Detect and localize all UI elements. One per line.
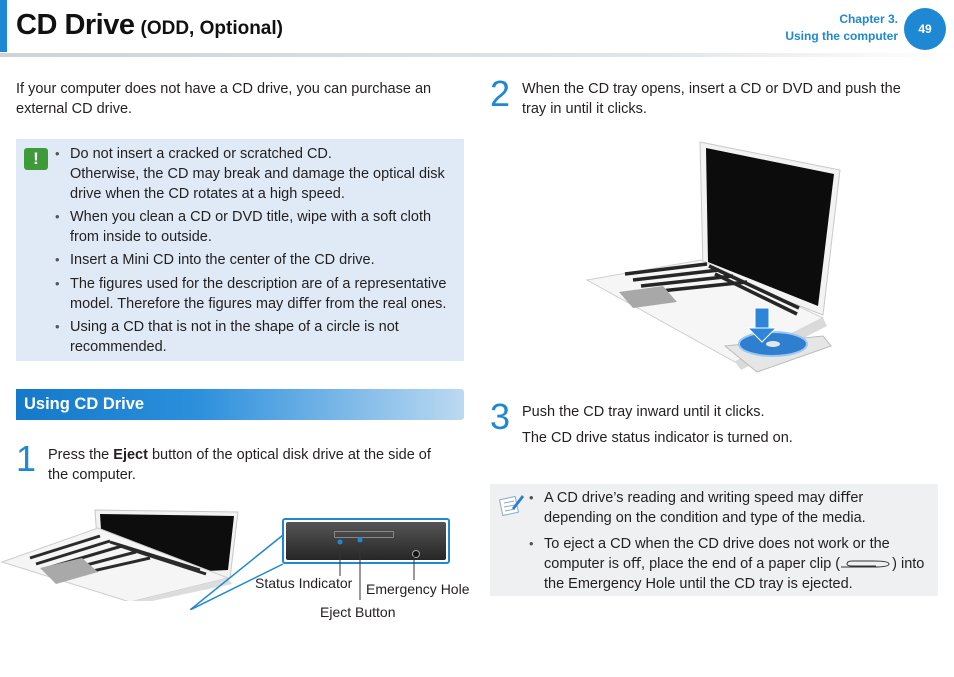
step-1-line-2: the computer. bbox=[48, 467, 136, 483]
callout-emergency-hole: Emergency Hole bbox=[366, 581, 470, 597]
note-item-2-line-3: the Emergency Hole until the CD tray is ejected. bbox=[544, 576, 853, 592]
caution-item-4-line-1: • The ﬁgures used for the description are of a representative bbox=[70, 276, 447, 292]
step-1-line-1 bbox=[48, 445, 463, 465]
step-3-line-1: Push the CD tray inward until it clicks. bbox=[522, 404, 765, 420]
page-title bbox=[16, 9, 283, 42]
step-1-text-after: button of the optical disk drive at the side of bbox=[147, 447, 431, 463]
caution-item-5-line-1: • Using a CD that is not in the shape of a circle is not bbox=[70, 319, 399, 335]
page-title-main: CD Drive bbox=[16, 9, 135, 41]
step-1-text-before: Press the bbox=[48, 447, 114, 463]
caution-item-3-line-1: • Insert a Mini CD into the center of the CD drive. bbox=[70, 252, 375, 268]
step-3-text bbox=[522, 402, 942, 448]
step-2-line-2: tray in until it clicks. bbox=[522, 101, 647, 117]
caution-item-1-line-1: • Do not insert a cracked or scratched CD. bbox=[70, 146, 332, 162]
step-1-eject-word: Eject bbox=[113, 447, 148, 463]
note-item-2-text-before: computer is oﬀ, place the end of a paper clip ( bbox=[544, 556, 841, 572]
note-pencil-icon bbox=[498, 492, 524, 518]
note-item-2-line-2 bbox=[544, 554, 933, 574]
caution-item-5-line-2: recommended. bbox=[70, 339, 167, 355]
callout-status-indicator: Status Indicator bbox=[255, 575, 353, 591]
caution-item-2-line-2: from inside to outside. bbox=[70, 229, 212, 245]
exclamation-icon: ! bbox=[24, 148, 48, 170]
caution-item-2 bbox=[54, 207, 459, 247]
note-item-1-line-2: depending on the condition and type of the media. bbox=[544, 510, 866, 526]
intro-line-1: If your computer does not have a CD drive, you can purchase an bbox=[16, 81, 432, 97]
note-list bbox=[528, 488, 933, 594]
laptop-cd-tray-illustration bbox=[585, 140, 845, 380]
caution-item-3 bbox=[54, 250, 459, 270]
paper-clip-icon bbox=[840, 559, 892, 569]
step-2-text bbox=[522, 79, 942, 119]
caution-item-1 bbox=[54, 144, 459, 204]
header-accent-bar bbox=[0, 0, 7, 52]
step-2-line-1: When the CD tray opens, insert a CD or DVD and push the bbox=[522, 81, 901, 97]
note-item-1-line-1: • A CD drive’s reading and writing speed may diﬀer bbox=[544, 490, 864, 506]
callout-leader-lines bbox=[190, 530, 450, 610]
caution-item-2-line-1: • When you clean a CD or DVD title, wipe with a soft cloth bbox=[70, 209, 432, 225]
step-3-number: 3 bbox=[490, 396, 511, 437]
caution-item-4-line-2: model. Therefore the ﬁgures may diﬀer from the real ones. bbox=[70, 296, 447, 312]
chapter-label: Chapter 3. bbox=[839, 12, 898, 26]
callout-eject-button: Eject Button bbox=[320, 604, 396, 620]
note-item-2-line-1: • To eject a CD when the CD drive does not work or the bbox=[544, 536, 890, 552]
step-2-number: 2 bbox=[490, 73, 511, 114]
step-1-number: 1 bbox=[16, 438, 37, 479]
caution-list bbox=[54, 144, 459, 357]
page-number-badge: 49 bbox=[904, 8, 946, 50]
page-title-sub: (ODD, Optional) bbox=[140, 18, 283, 39]
intro-text bbox=[16, 79, 466, 119]
note-item-2-text-after: ) into bbox=[892, 556, 925, 572]
caution-item-1-line-3: drive when the CD rotates at a high speed. bbox=[70, 186, 345, 202]
caution-item-1-line-2: Otherwise, the CD may break and damage the optical disk bbox=[70, 166, 445, 182]
section-title: Using CD Drive bbox=[24, 395, 145, 413]
intro-line-2: external CD drive. bbox=[16, 101, 133, 117]
header-divider bbox=[0, 53, 954, 57]
chapter-title: Using the computer bbox=[785, 29, 898, 43]
step-1-text bbox=[48, 445, 463, 485]
caution-item-4 bbox=[54, 274, 459, 314]
note-item-2 bbox=[528, 534, 933, 594]
step-3-line-2: The CD drive status indicator is turned on. bbox=[522, 430, 793, 446]
caution-item-5 bbox=[54, 317, 459, 357]
note-item-1 bbox=[528, 488, 933, 528]
